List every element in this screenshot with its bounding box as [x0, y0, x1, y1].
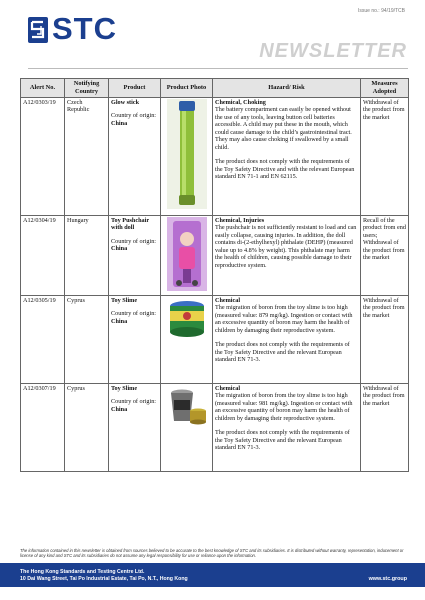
photo-cell	[161, 384, 213, 472]
country-cell: Czech Republic	[65, 98, 109, 216]
hazard-compliance-note: The product does not comply with the requirements of the Toy Safety Directive and the relevant European standard EN 71-3.	[215, 341, 350, 364]
column-header-notifying-country: Notifying Country	[65, 79, 109, 98]
table-row	[21, 384, 409, 472]
column-header-product-photo: Product Photo	[161, 79, 213, 98]
photo-cell	[161, 296, 213, 384]
hazard-description: The battery compartment can easily be opened without the use of any tools, leaving button cell batteries accessible. A child may put these in the mouth, which could cause damage to the child’s gastrointestinal tract. They may also cause choking if swallowed by a small child.	[215, 106, 352, 151]
table-row	[21, 296, 409, 384]
origin-value: China	[111, 317, 128, 325]
table-row	[21, 98, 409, 216]
hazard-compliance-note: The product does not comply with the requirements of the Toy Safety Directive and the relevant European standard EN 71-3.	[215, 429, 350, 452]
measures-cell: Recall of the product from end users; Withdrawal of the product from the market	[361, 216, 409, 296]
alert-no-cell: A12/0303/19	[21, 98, 65, 216]
footer-company-block	[20, 569, 188, 584]
hazard-title: Chemical, Injuries	[215, 217, 265, 224]
origin-value: China	[111, 245, 128, 253]
table-header-row	[21, 79, 409, 98]
hazard-compliance-note: The product does not comply with the requirements of the Toy Safety Directive and with the relevant European standard EN 71-1 and EN 62115.	[215, 158, 355, 180]
origin-value: China	[111, 119, 128, 127]
alerts-table	[20, 78, 409, 472]
column-header-measures-adopted: Measures Adopted	[361, 79, 409, 98]
hazard-title: Chemical	[215, 297, 241, 304]
origin-label: Country of origin:	[111, 237, 157, 245]
glow-stick-photo	[167, 99, 207, 209]
hazard-description: The migration of boron from the toy slime is too high (measured value: 879 mg/kg). Ingestion or contact with an excessive quantity of boron may harm the health of children by damaging their reproductive system.	[215, 304, 353, 334]
issue-number: Issue no.: 94/19/TCB	[358, 8, 405, 14]
stc-logo-mark	[28, 17, 48, 43]
website-link[interactable]: www.stc.group	[368, 576, 407, 582]
photo-cell	[161, 216, 213, 296]
newsletter-title: NEWSLETTER	[259, 40, 407, 62]
hazard-cell	[213, 98, 361, 216]
product-cell	[109, 384, 161, 472]
table-row	[21, 216, 409, 296]
product-name: Glow stick	[111, 99, 140, 106]
company-name: The Hong Kong Standards and Testing Centre Ltd.	[20, 569, 145, 575]
alert-no-cell: A12/0305/19	[21, 296, 65, 384]
country-cell: Cyprus	[65, 384, 109, 472]
hazard-description: The pushchair is not sufficiently resistant to load and can easily collapse, causing injuries. In addition, the doll contains di-(2-ethylhexyl) phthalate (DEHP) (measured value up to 4.8% by weight). This phthalate may harm the health of children, causing possible damage to their reproductive system.	[215, 224, 357, 269]
toy-slime-photo	[165, 297, 209, 339]
column-header-alert-no: Alert No.	[21, 79, 65, 98]
product-name: Toy Slime	[111, 297, 138, 304]
product-cell	[109, 216, 161, 296]
alert-no-cell: A12/0304/19	[21, 216, 65, 296]
country-cell: Hungary	[65, 216, 109, 296]
hazard-title: Chemical, Choking	[215, 99, 266, 106]
hazard-title: Chemical	[215, 385, 241, 392]
product-name: Toy Pushchair with doll	[111, 217, 149, 232]
measures-cell: Withdrawal of the product from the market	[361, 384, 409, 472]
toy-pushchair-photo	[167, 217, 207, 291]
toy-slime-bucket-photo	[165, 385, 209, 427]
product-name: Toy Slime	[111, 385, 138, 392]
disclaimer-text: The information contained in this newsletter is obtained from sources believed to be accurate to the best knowledge of STC and its subsidiaries. It is distributed without warranty, representation, inducement or license of any kind and STC and its subsidiaries do not assume any legal responsibility for use or reliance upon the information.	[20, 548, 404, 559]
product-cell	[109, 98, 161, 216]
origin-label: Country of origin:	[111, 112, 157, 120]
column-header-product: Product	[109, 79, 161, 98]
hazard-cell	[213, 216, 361, 296]
measures-cell: Withdrawal of the product from the market	[361, 296, 409, 384]
header-divider	[28, 68, 408, 69]
hazard-cell	[213, 296, 361, 384]
photo-cell	[161, 98, 213, 216]
stc-logo-text: STC	[52, 11, 117, 46]
alert-no-cell: A12/0307/19	[21, 384, 65, 472]
hazard-description: The migration of boron from the toy slime is too high (measured value: 981 mg/kg). Ingestion or contact with an excessive quantity of boron may harm the health of children by damaging their reproductive system.	[215, 392, 353, 422]
origin-value: China	[111, 405, 128, 413]
column-header-hazard-risk: Hazard/ Risk	[213, 79, 361, 98]
measures-cell: Withdrawal of the product from the market	[361, 98, 409, 216]
newsletter-header	[0, 0, 425, 72]
product-cell	[109, 296, 161, 384]
country-cell: Cyprus	[65, 296, 109, 384]
origin-label: Country of origin:	[111, 310, 157, 318]
hazard-cell	[213, 384, 361, 472]
origin-label: Country of origin:	[111, 398, 157, 406]
company-address: 10 Dai Wang Street, Tai Po Industrial Estate, Tai Po, N.T., Hong Kong	[20, 576, 188, 583]
